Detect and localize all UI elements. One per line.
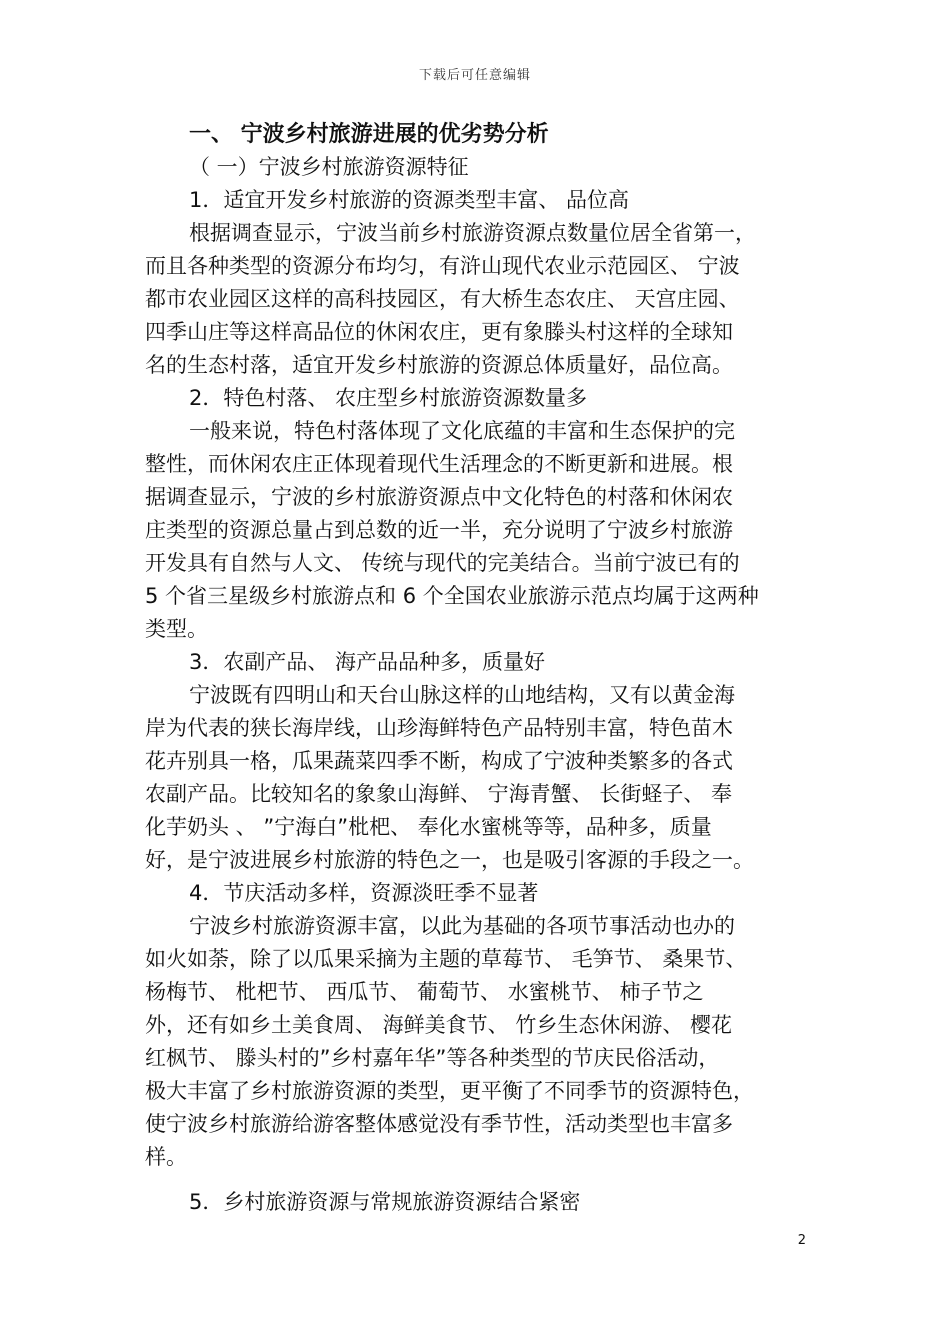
text-line: 化芋奶头 、 ”宁海白”枇杷、 奉化水蜜桃等等，品种多，质量: [145, 815, 712, 839]
text-line: 宁波既有四明山和天台山脉这样的山地结构，又有以黄金海: [189, 683, 735, 707]
text-line: 4．节庆活动多样，资源淡旺季不显著: [189, 881, 539, 905]
text-line: 外，还有如乡土美食周、 海鲜美食节、 竹乡生态休闲游、 樱花: [145, 1013, 733, 1037]
text-line: 样。: [145, 1145, 187, 1169]
text-line: 农副产品。比较知名的象象山海鲜、 宁海青蟹、 长街蛏子、 奉: [145, 782, 733, 806]
text-line: 而且各种类型的资源分布均匀，有浒山现代农业示范园区、 宁波: [145, 254, 740, 278]
text-line: 3．农副产品、 海产品品种多，质量好: [189, 650, 546, 674]
text-line: 都市农业园区这样的高科技园区，有大桥生态农庄、 天宫庄园、: [145, 287, 740, 311]
text-line: 名的生态村落，适宜开发乡村旅游的资源总体质量好，品位高。: [145, 353, 733, 377]
page-number: 2: [797, 1233, 806, 1248]
text-line: 好，是宁波进展乡村旅游的特色之一，也是吸引客源的手段之一。: [145, 848, 754, 872]
text-line: 如火如荼，除了以瓜果采摘为主题的草莓节、 毛笋节、 桑果节、: [145, 947, 747, 971]
text-line: 一般来说，特色村落体现了文化底蕴的丰富和生态保护的完: [189, 419, 735, 443]
text-line: 红枫节、 滕头村的”乡村嘉年华”等各种类型的节庆民俗活动，: [145, 1046, 720, 1070]
text-line: 杨梅节、 枇杷节、 西瓜节、 葡萄节、 水蜜桃节、 柿子节之: [145, 980, 704, 1004]
text-line: 使宁波乡村旅游给游客整体感觉没有季节性，活动类型也丰富多: [145, 1112, 733, 1136]
text-line: 庄类型的资源总量占到总数的近一半，充分说明了宁波乡村旅游: [145, 518, 733, 542]
text-line: 花卉别具一格，瓜果蔬菜四季不断，构成了宁波种类繁多的各式: [145, 749, 733, 773]
page-header: 下载后可任意编辑: [418, 68, 531, 83]
body-text: [145, 118, 813, 1219]
text-line: 1．适宜开发乡村旅游的资源类型丰富、 品位高: [189, 188, 630, 212]
text-line: （ 一）宁波乡村旅游资源特征: [189, 155, 469, 179]
text-line: 5 个省三星级乡村旅游点和 6 个全国农业旅游示范点均属于这两种: [145, 584, 759, 608]
text-line: 5．乡村旅游资源与常规旅游资源结合紧密: [189, 1190, 581, 1214]
text-line: 整性，而休闲农庄正体现着现代生活理念的不断更新和进展。根: [145, 452, 733, 476]
text-line: 2．特色村落、 农庄型乡村旅游资源数量多: [189, 386, 588, 410]
text-line: 四季山庄等这样高品位的休闲农庄，更有象滕头村这样的全球知: [145, 320, 733, 344]
text-line: 岸为代表的狭长海岸线，山珍海鲜特色产品特别丰富，特色苗木: [145, 716, 733, 740]
text-line: 极大丰富了乡村旅游资源的类型，更平衡了不同季节的资源特色，: [145, 1079, 754, 1103]
text-line: 宁波乡村旅游资源丰富，以此为基础的各项节事活动也办的: [189, 914, 735, 938]
section-heading: 一、 宁波乡村旅游进展的优劣势分析: [189, 122, 549, 147]
text-line: 根据调查显示，宁波当前乡村旅游资源点数量位居全省第一，: [189, 221, 756, 245]
text-line: 类型。: [145, 617, 208, 641]
text-line: 据调查显示，宁波的乡村旅游资源点中文化特色的村落和休闲农: [145, 485, 733, 509]
text-line: 开发具有自然与人文、 传统与现代的完美结合。当前宁波已有的: [145, 551, 740, 575]
